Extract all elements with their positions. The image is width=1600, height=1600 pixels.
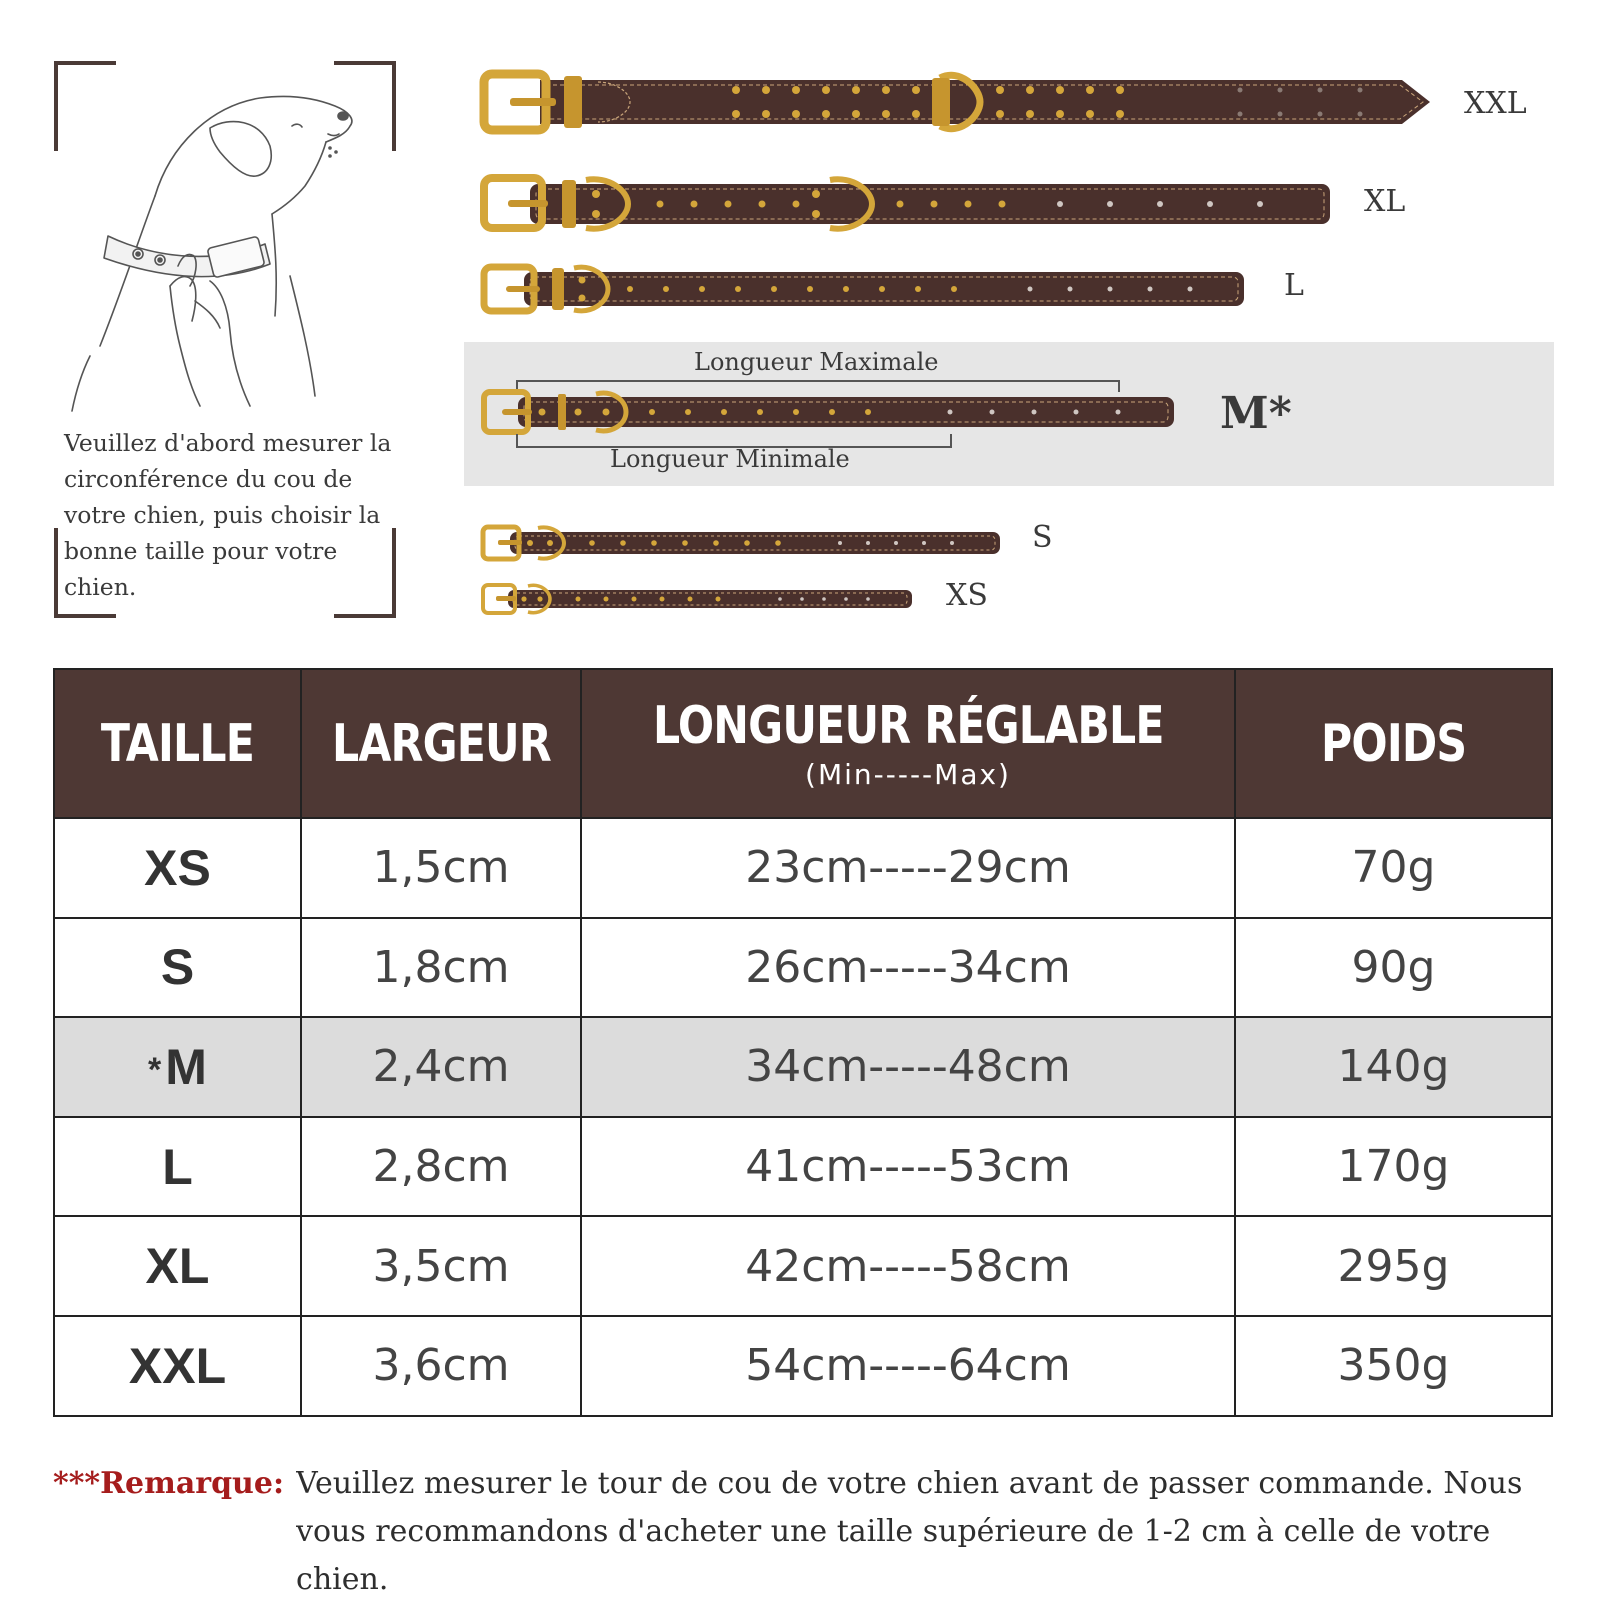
size-cell: L (54, 1117, 301, 1217)
max-length-label: Longueur Maximale (694, 348, 939, 376)
length-cell: 23cm-----29cm (581, 818, 1235, 918)
header-width: LARGEUR (301, 669, 581, 818)
table-row (54, 918, 1552, 1018)
collar-xl-icon (480, 172, 1350, 232)
table-row (54, 1316, 1552, 1416)
header-size: TAILLE (54, 669, 301, 818)
width-cell: 2,8cm (301, 1117, 581, 1217)
size-cell: XS (54, 818, 301, 918)
size-cell-value: M (165, 1038, 207, 1095)
dog-neck-measure-icon (60, 76, 370, 416)
width-cell: 2,4cm (301, 1017, 581, 1117)
size-cell (54, 1017, 301, 1117)
size-cell: XL (54, 1216, 301, 1316)
recommended-star: * (148, 1051, 162, 1090)
width-cell: 1,8cm (301, 918, 581, 1018)
size-label-s: S (1032, 520, 1053, 555)
header-length: LONGUEUR RÉGLABLE (Min-----Max) (581, 669, 1235, 818)
remark-text: Veuillez mesurer le tour de cou de votre chien avant de passer commande. Nous vous recommandons d'acheter une taille supérieure de 1-2 cm à celle de votre chien. (296, 1466, 1523, 1597)
weight-cell: 70g (1235, 818, 1552, 918)
size-label-xl: XL (1364, 184, 1406, 219)
remark-label: ***Remarque: (53, 1466, 285, 1501)
width-cell: 3,5cm (301, 1216, 581, 1316)
length-cell: 54cm-----64cm (581, 1316, 1235, 1416)
table-row-highlighted (54, 1017, 1552, 1117)
header-length-sub: (Min-----Max) (805, 758, 1011, 791)
width-cell: 3,6cm (301, 1316, 581, 1416)
size-cell: XXL (54, 1316, 301, 1416)
width-cell: 1,5cm (301, 818, 581, 918)
table-row (54, 818, 1552, 918)
remark-note (53, 1460, 1563, 1600)
length-cell: 41cm-----53cm (581, 1117, 1235, 1217)
collar-m-icon (480, 388, 1200, 434)
min-length-label: Longueur Minimale (610, 445, 850, 473)
table-header-row (54, 669, 1552, 818)
instruction-text: Veuillez d'abord mesurer la circonférence du cou de votre chien, puis choisir la bonne taille pour votre chien. (64, 429, 392, 601)
size-label-l: L (1284, 268, 1304, 303)
size-label-xxl: XXL (1464, 86, 1527, 121)
length-cell: 34cm-----48cm (581, 1017, 1235, 1117)
length-cell: 26cm-----34cm (581, 918, 1235, 1018)
weight-cell: 170g (1235, 1117, 1552, 1217)
weight-cell: 90g (1235, 918, 1552, 1018)
collar-s-icon (480, 524, 1020, 562)
size-cell: S (54, 918, 301, 1018)
weight-cell: 295g (1235, 1216, 1552, 1316)
header-weight: POIDS (1235, 669, 1552, 818)
table-row (54, 1117, 1552, 1217)
weight-cell: 140g (1235, 1017, 1552, 1117)
size-chart-table (53, 668, 1553, 1417)
size-label-xs: XS (946, 578, 988, 613)
weight-cell: 350g (1235, 1316, 1552, 1416)
collar-xxl-icon (480, 68, 1440, 136)
table-row (54, 1216, 1552, 1316)
collar-xs-icon (480, 582, 940, 616)
length-cell: 42cm-----58cm (581, 1216, 1235, 1316)
size-label-m: M* (1220, 388, 1292, 439)
collar-l-icon (480, 262, 1260, 314)
